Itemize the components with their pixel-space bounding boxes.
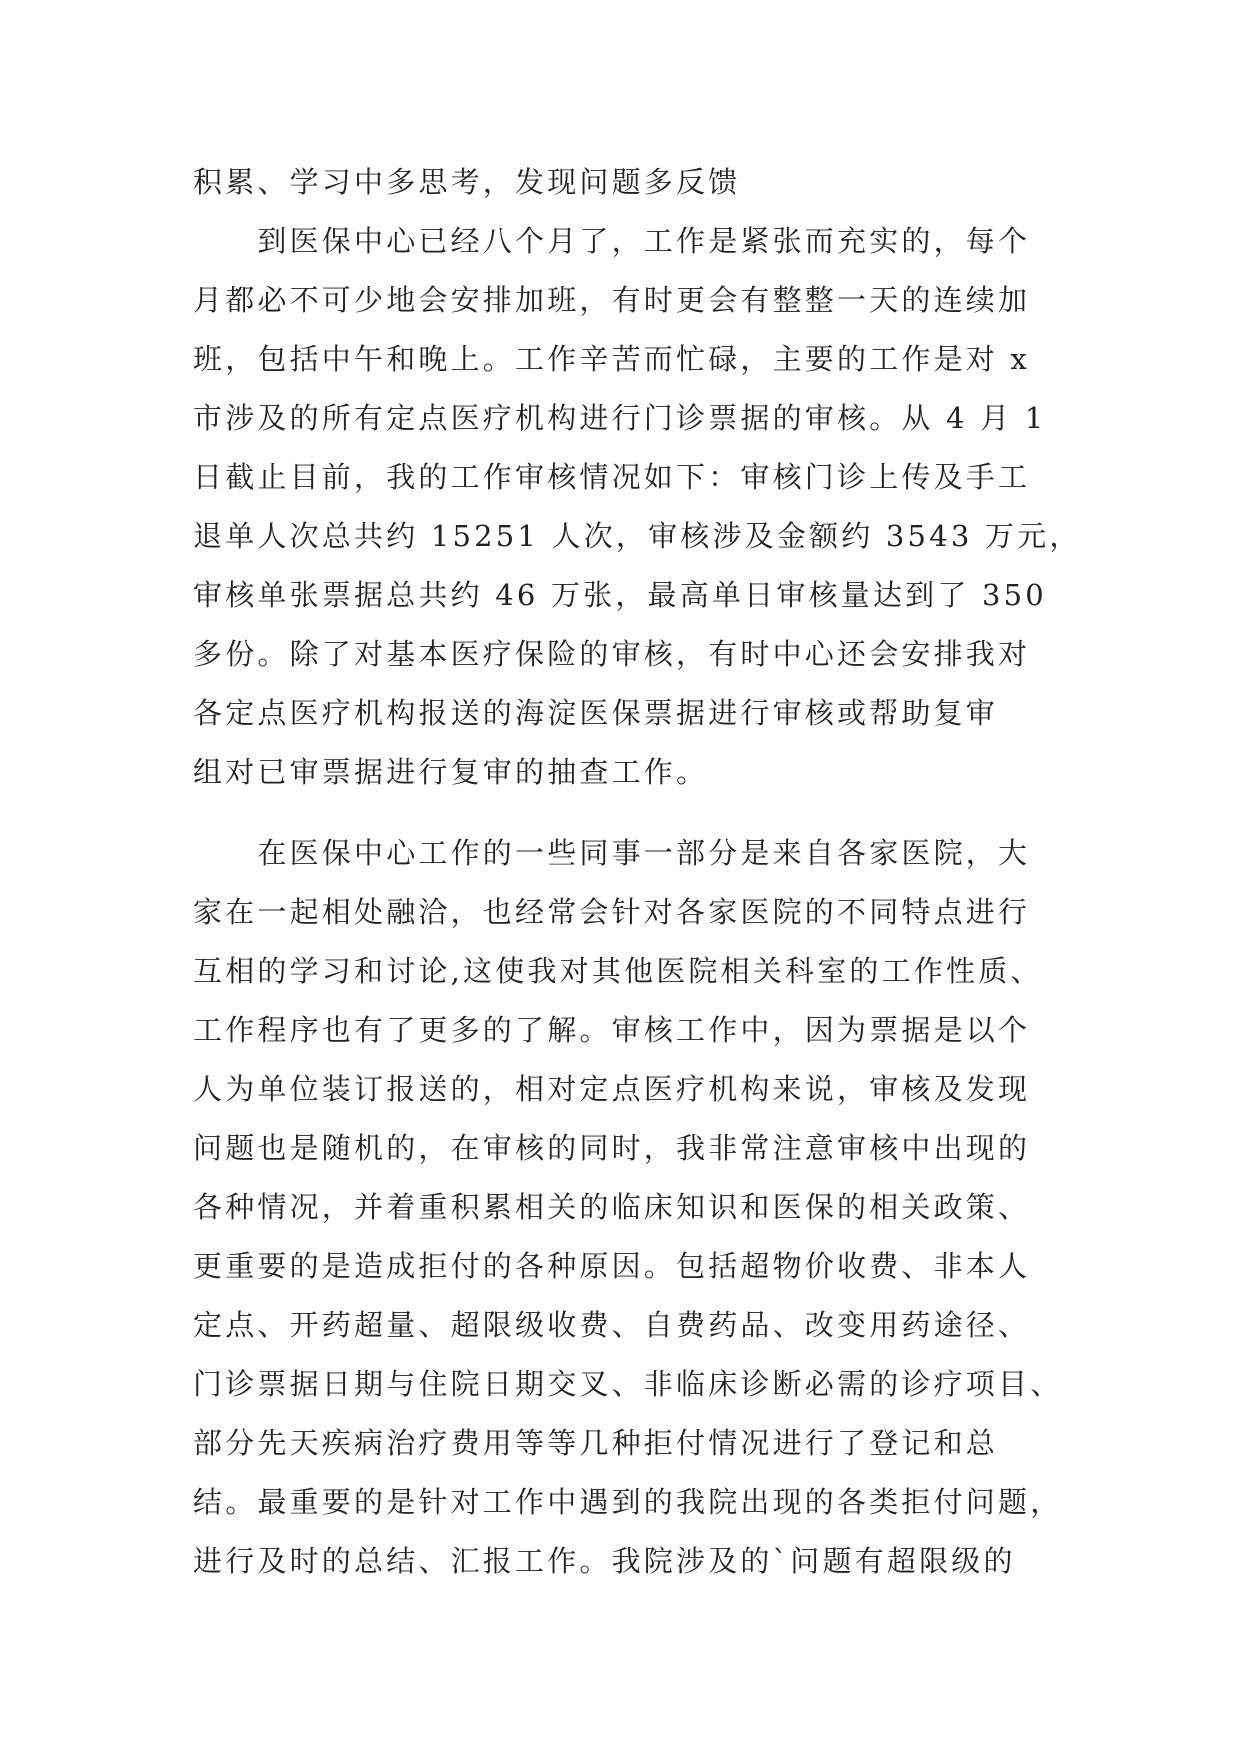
text-line: 更重要的是造成拒付的各种原因。包括超物价收费、非本人: [193, 1249, 1031, 1283]
text-line: 互相的学习和讨论,这使我对其他医院相关科室的工作性质、: [193, 954, 1043, 988]
text-line: 门诊票据日期与住院日期交叉、非临床诊断必需的诊疗项目、: [193, 1367, 1063, 1401]
text-line: 问题也是随机的，在审核的同时，我非常注意审核中出现的: [193, 1131, 1031, 1165]
text-line: 审核单张票据总共约 46 万张，最高单日审核量达到了 350: [193, 578, 1047, 612]
text-line: 积累、学习中多思考，发现问题多反馈: [193, 165, 741, 199]
text-line: 部分先天疾病治疗费用等等几种拒付情况进行了登记和总: [193, 1426, 999, 1460]
text-line: 定点、开药超量、超限级收费、自费药品、改变用药途径、: [193, 1308, 1031, 1342]
text-line: 在医保中心工作的一些同事一部分是来自各家医院，大: [193, 836, 1031, 870]
text-line: 日截止目前，我的工作审核情况如下：审核门诊上传及手工: [193, 460, 1031, 494]
text-line: 各定点医疗机构报送的海淀医保票据进行审核或帮助复审: [193, 696, 999, 730]
text-line: 市涉及的所有定点医疗机构进行门诊票据的审核。从 4 月 1: [193, 401, 1047, 435]
document-body: [193, 153, 1082, 1591]
text-line: 组对已审票据进行复审的抽查工作。: [193, 755, 709, 789]
text-line: 人为单位装订报送的，相对定点医疗机构来说，审核及发现: [193, 1072, 1031, 1106]
text-line: 工作程序也有了更多的了解。审核工作中，因为票据是以个: [193, 1013, 1031, 1047]
text-line: 月都必不可少地会安排加班，有时更会有整整一天的连续加: [193, 283, 1031, 317]
paragraph-gap: [193, 802, 1053, 824]
text-line: 到医保中心已经八个月了，工作是紧张而充实的，每个: [193, 224, 1031, 258]
text-line: 班，包括中午和晚上。工作辛苦而忙碌，主要的工作是对 x: [193, 342, 1030, 376]
text-line: 退单人次总共约 15251 人次，审核涉及金额约 3543 万元，: [193, 519, 1082, 553]
text-line: 多份。除了对基本医疗保险的审核，有时中心还会安排我对: [193, 637, 1031, 671]
text-line: 结。最重要的是针对工作中遇到的我院出现的各类拒付问题，: [193, 1485, 1063, 1519]
text-line: 家在一起相处融洽，也经常会针对各家医院的不同特点进行: [193, 895, 1031, 929]
text-line: 各种情况，并着重积累相关的临床知识和医保的相关政策、: [193, 1190, 1031, 1224]
text-line: 进行及时的总结、汇报工作。我院涉及的`问题有超限级的: [193, 1544, 1016, 1578]
